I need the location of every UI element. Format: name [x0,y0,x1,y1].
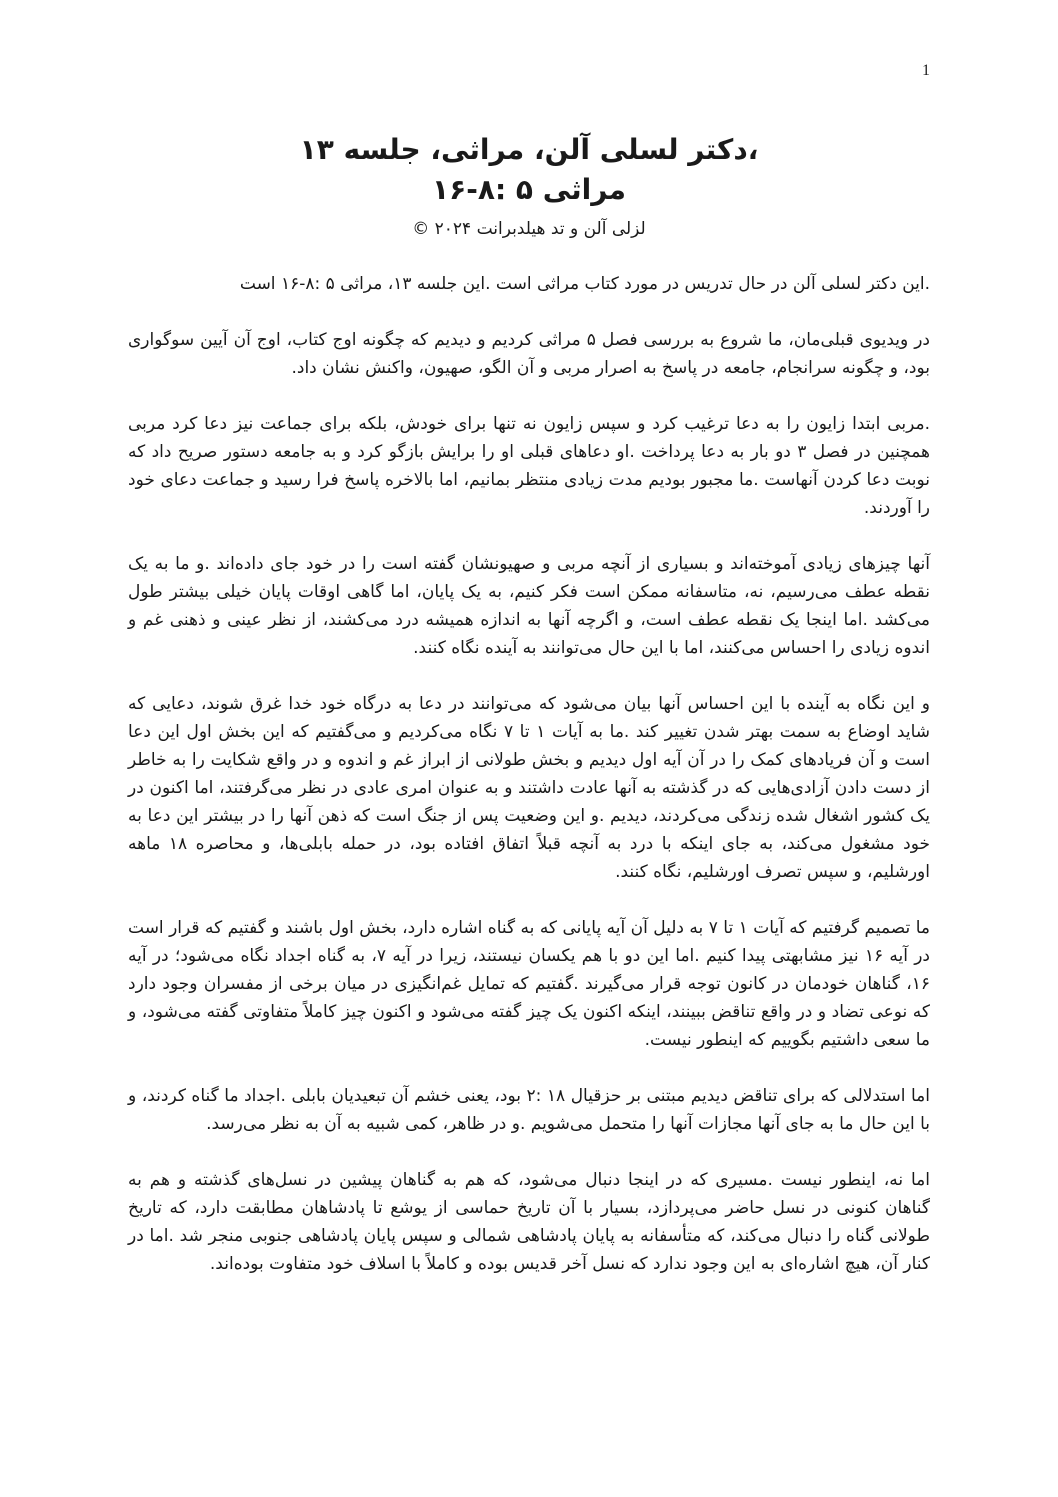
paragraph-3: .مربی ابتدا زایون را به دعا ترغیب کرد و سپس زایون نه تنها برای خودش، بلکه برای جماعت نیز دعا کرد مربی همچنین در فصل ۳ دو بار به دعا پرداخت .او دعاهای قبلی او را برایش بازگو کرد و به جامعه دستور صریح داد که نوبت دعا کردن آنهاست .ما مجبور بودیم مدت زیادی منتظر بمانیم، اما بالاخره پاسخ فرا رسید و جماعت دعای خود را آوردند. [128,414,930,518]
paragraph-7: اما استدلالی که برای تناقض دیدیم مبتنی بر حزقیال ۱۸ :۲ بود، یعنی خشم آن تبعیدیان بابلی .اجداد ما گناه کردند، و با این حال ما به جای آنها مجازات آنها را متحمل می‌شویم .و در ظاهر، کمی شبیه به آن به نظر می‌رسد. [128,1086,930,1134]
paragraph-1: .این دکتر لسلی آلن در حال تدریس در مورد کتاب مراثی است .این جلسه ۱۳، مراثی ۵ :۸-۱۶ است [239,274,930,294]
paragraph-5: و این نگاه به آینده با این احساس آنها بیان می‌شود که می‌توانند در دعا به درگاه خود خدا غرق شوند، دعایی که شاید اوضاع به سمت بهتر شدن تغییر کند .ما به آیات ۱ تا ۷ نگاه می‌کردیم و می‌گفتیم که این بخش اول این دعا است و آن فریادهای کمک را در آن آیه اول دیدیم و بخش طولانی از ابراز غم و اندوه و در واقع شکایت را به خاطر از دست دادن آزادی‌هایی که در گذشته به آنها عادت داشتند و به عنوان امری عادی در نظر می‌گرفتند، اما اکنون در یک کشور اشغال شده زندگی می‌کردند، دیدیم .و این وضعیت پس از جنگ است که ذهن آنها را در بیشتر این دعا به خود مشغول می‌کند، به جای اینکه با درد به آنچه قبلاً اتفاق افتاده بود، در حمله بابلی‌ها، و محاصره ۱۸ ماهه اورشلیم، و سپس تصرف اورشلیم، نگاه کنند. [128,694,930,882]
paragraph-8: اما نه، اینطور نیست .مسیری که در اینجا دنبال می‌شود، که هم به گناهان پیشین در نسل‌های گذشته و هم به گناهان کنونی در نسل حاضر می‌پردازد، بسیار با آن تاریخ حماسی از یوشع تا پادشاهان مطابقت دارد، که تاریخ طولانی گناه را دنبال می‌کند، که متأسفانه به پایان پادشاهی شمالی و سپس پایان پادشاهی جنوبی منجر شد .اما در کنار آن، هیچ اشاره‌ای به این وجود ندارد که نسل آخر قدیس بوده و کاملاً با اسلاف خود متفاوت بوده‌اند. [128,1170,930,1274]
document-title-line-2: مراثی ۵ :۸-۱۶ [432,173,626,206]
paragraph-6: ما تصمیم گرفتیم که آیات ۱ تا ۷ به دلیل آن آیه پایانی که به گناه اشاره دارد، بخش اول باشند و گفتیم که قرار است در آیه ۱۶ نیز مشابهتی پیدا کنیم .اما این دو با هم یکسان نیستند، زیرا در آیه ۷، به گناه اجداد نگاه می‌شود؛ در آیه ۱۶، گناهان خودمان در کانون توجه قرار می‌گیرند .گفتیم که تمایل غم‌انگیزی در میان برخی از مفسران وجود دارد که نوعی تضاد و در واقع تناقض ببینند، اینکه اکنون یک چیز گفته می‌شود و اکنون چیز کاملاً متفاوتی گفته می‌شود، و ما سعی داشتیم بگوییم که اینطور نیست. [128,918,931,1050]
copyright-notice: لزلی آلن و تد هیلدبرانت ۲۰۲۴ © [412,219,646,239]
document-header [0,130,1058,242]
document-body [128,270,930,1306]
page-number: 1 [922,62,930,79]
document-title-line-1: ،دکتر لسلی آلن، مراثی، جلسه ۱۳ [299,133,759,166]
paragraph-2: در ویدیوی قبلی‌مان، ما شروع به بررسی فصل ۵ مراثی کردیم و دیدیم که چگونه اوج کتاب، اوج آن آیین سوگواری بود، و چگونه سرانجام، جامعه در پاسخ به اصرار مربی و آن الگو، صهیون، واکنش نشان داد. [128,330,931,378]
paragraph-4: آنها چیزهای زیادی آموخته‌اند و بسیاری از آنچه مربی و صهیونشان گفته است را در خود جای داده‌اند .و ما به یک نقطه عطف می‌رسیم، نه، متاسفانه ممکن است فکر کنیم، به یک پایان، اما گاهی اوقات پایان خیلی بیشتر طول می‌کشد .اما اینجا یک نقطه عطف است، و اگرچه آنها به اندازه همیشه درد می‌کشند، از نظر عینی و ذهنی غم و اندوه زیادی را احساس می‌کنند، اما با این حال می‌توانند به آینده نگاه کنند. [128,554,930,658]
